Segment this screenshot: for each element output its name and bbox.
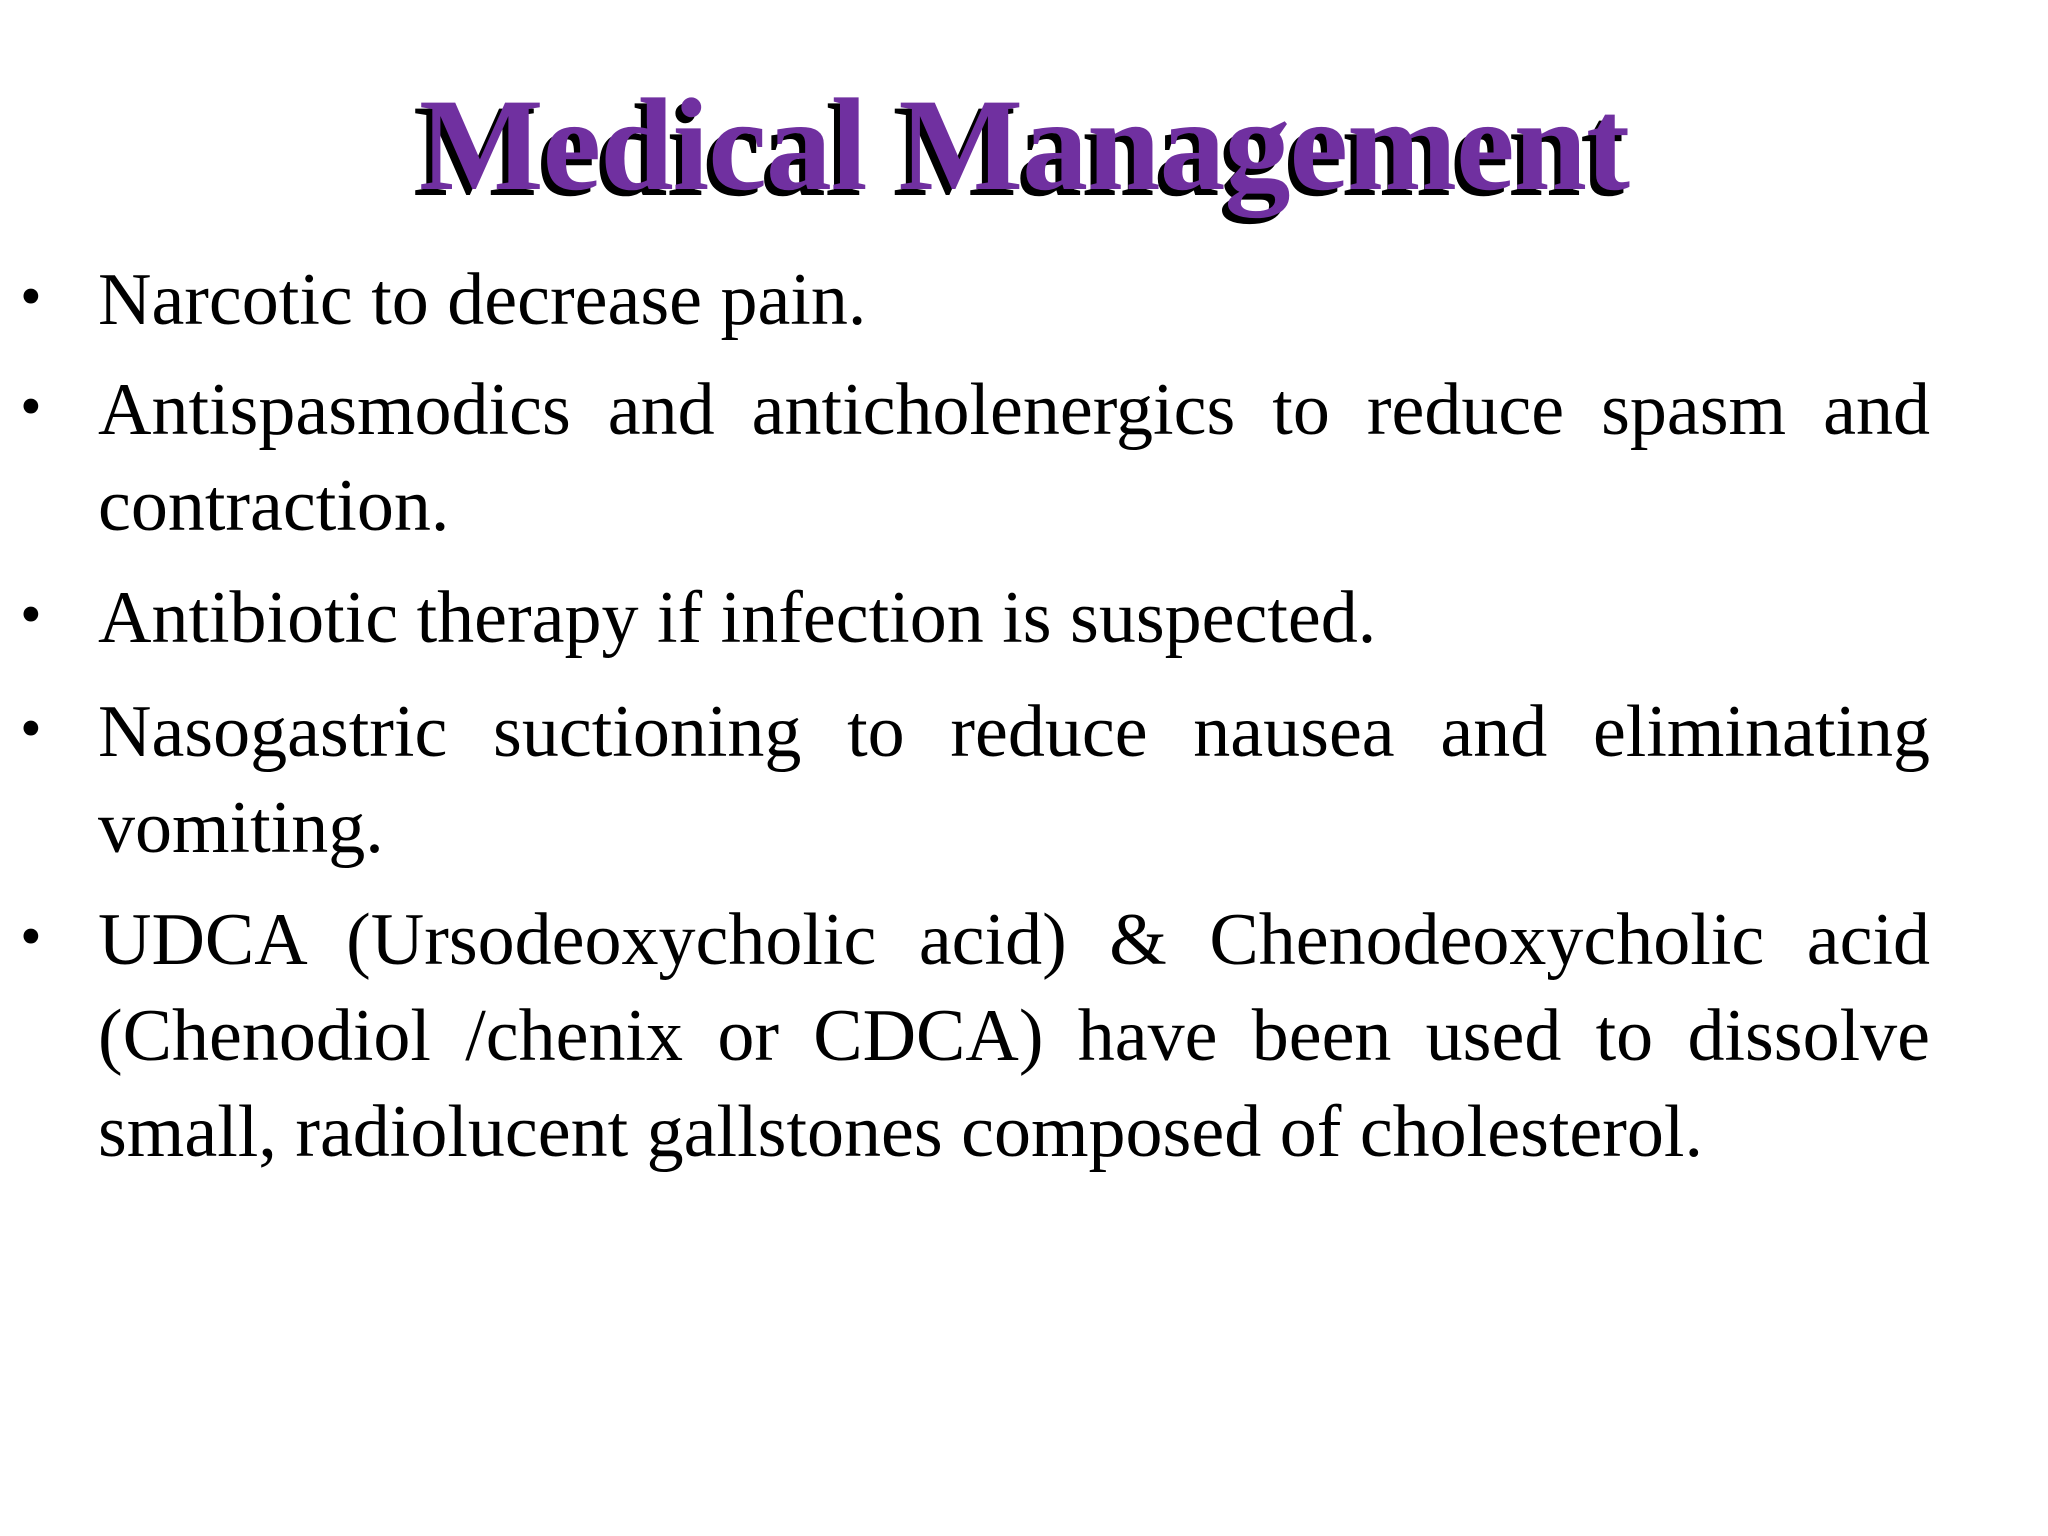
bullet-item <box>0 570 1930 666</box>
bullet-item <box>0 892 1930 1180</box>
bullet-text: Antibiotic therapy if infection is suspected. <box>98 577 1377 659</box>
bullet-icon: • <box>20 581 42 649</box>
slide-title: Medical Management <box>418 71 1630 218</box>
bullet-list <box>0 252 2048 1180</box>
bullet-item <box>0 252 1930 348</box>
bullet-item <box>0 362 1930 554</box>
bullet-icon: • <box>20 373 42 441</box>
bullet-text: UDCA (Ursodeoxycholic acid) & Chenodeoxycholic acid (Chenodiol /chenix or CDCA) have been used to dissolve small, radiolucent gallstones composed of cholesterol. <box>98 899 1930 1173</box>
bullet-icon: • <box>20 903 42 971</box>
bullet-item <box>0 684 1930 876</box>
bullet-text: Antispasmodics and anticholenergics to reduce spasm and contraction. <box>98 369 1930 547</box>
bullet-text: Narcotic to decrease pain. <box>98 259 867 341</box>
bullet-text: Nasogastric suctioning to reduce nausea and eliminating vomiting. <box>98 691 1930 869</box>
bullet-icon: • <box>20 263 42 331</box>
bullet-icon: • <box>20 695 42 763</box>
